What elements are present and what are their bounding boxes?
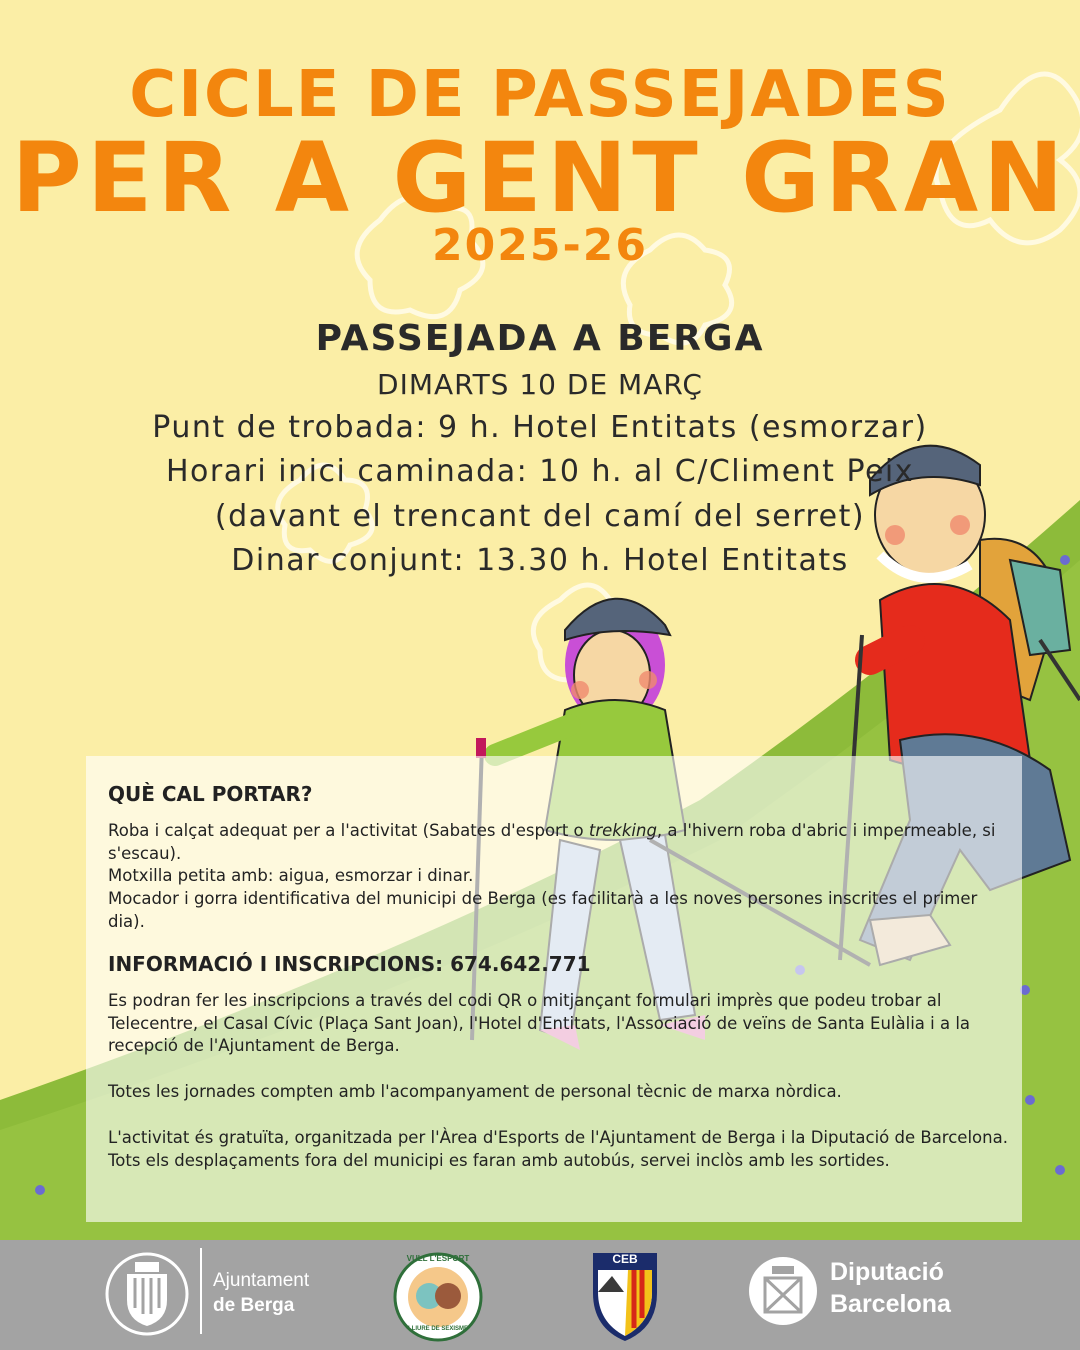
bring-item-clothing-text-a: Roba i calçat adequat per a l'activitat (Sabates d'esport o	[108, 821, 589, 840]
signup-text: Es podran fer les inscripcions a través del codi QR o mitjançant formulari imprès que podeu trobar al Telecentre, el Casal Cívic (Plaça Sant Joan), l'Hotel d'Entitats, l'Associació de veïns de Santa Eulàlia i a la recepció de l'Ajuntament de Berga.	[108, 991, 971, 1055]
ceb-label: CEB	[612, 1252, 638, 1266]
barcelona-label: Barcelona	[830, 1290, 951, 1318]
diputacio-label: Diputació	[830, 1258, 944, 1286]
event-walk-start: Horari inici caminada: 10 h. al C/Climent Peix	[165, 454, 915, 489]
vull-esport-bottom-text: LLIURE DE SEXISME	[407, 1326, 468, 1332]
free-activity-text: L'activitat és gratuïta, organitzada per l'Àrea d'Esports de l'Ajuntament de Berga i la Diputació de Barcelona. Tots els desplaçaments fora del municipi es faran amb autobús, servei inclòs amb les sortides.	[108, 1128, 1008, 1170]
footer-logos-bar	[0, 1240, 1080, 1350]
event-lunch: Dinar conjunt: 13.30 h. Hotel Entitats	[231, 543, 849, 578]
berga-coat-of-arms-icon	[105, 1252, 189, 1336]
diputacio-emblem-icon	[748, 1256, 818, 1326]
bring-item-scarf: Mocador i gorra identificativa del municipi de Berga (es facilitarà a les noves persones inscrites el primer dia).	[108, 889, 978, 931]
event-walk-location: (davant el trencant del camí del serret)	[214, 499, 866, 534]
bring-heading: QUÈ CAL PORTAR?	[108, 782, 313, 806]
bring-item-clothing-emphasis: trekking	[588, 821, 657, 840]
vull-esport-top-text: VULL L'ESPORT	[406, 1254, 470, 1263]
staff-text: Totes les jornades compten amb l'acompanyament de personal tècnic de marxa nòrdica.	[108, 1082, 842, 1101]
bring-item-clothing-text-b: , a l'hivern roba d'abric i impermeable, si s'escau).	[108, 821, 996, 863]
logo-divider	[200, 1248, 202, 1334]
signup-heading: INFORMACIÓ I INSCRIPCIONS: 674.642.771	[108, 952, 591, 976]
berga-label: de Berga	[213, 1295, 295, 1316]
event-meeting-point: Punt de trobada: 9 h. Hotel Entitats (esmorzar)	[152, 410, 928, 445]
poster-title-season: 2025-26	[432, 220, 648, 271]
bring-item-backpack: Motxilla petita amb: aigua, esmorzar i dinar.	[108, 866, 474, 885]
info-panel	[86, 756, 1022, 1222]
event-date: DIMARTS 10 DE MARÇ	[377, 368, 703, 401]
poster-title-line2: PER A GENT GRAN	[11, 122, 1069, 234]
ajuntament-label: Ajuntament	[213, 1270, 310, 1291]
event-title: PASSEJADA A BERGA	[315, 318, 765, 359]
bring-item-clothing	[108, 820, 1008, 865]
poster-title-line1: CICLE DE PASSEJADES	[129, 58, 951, 132]
